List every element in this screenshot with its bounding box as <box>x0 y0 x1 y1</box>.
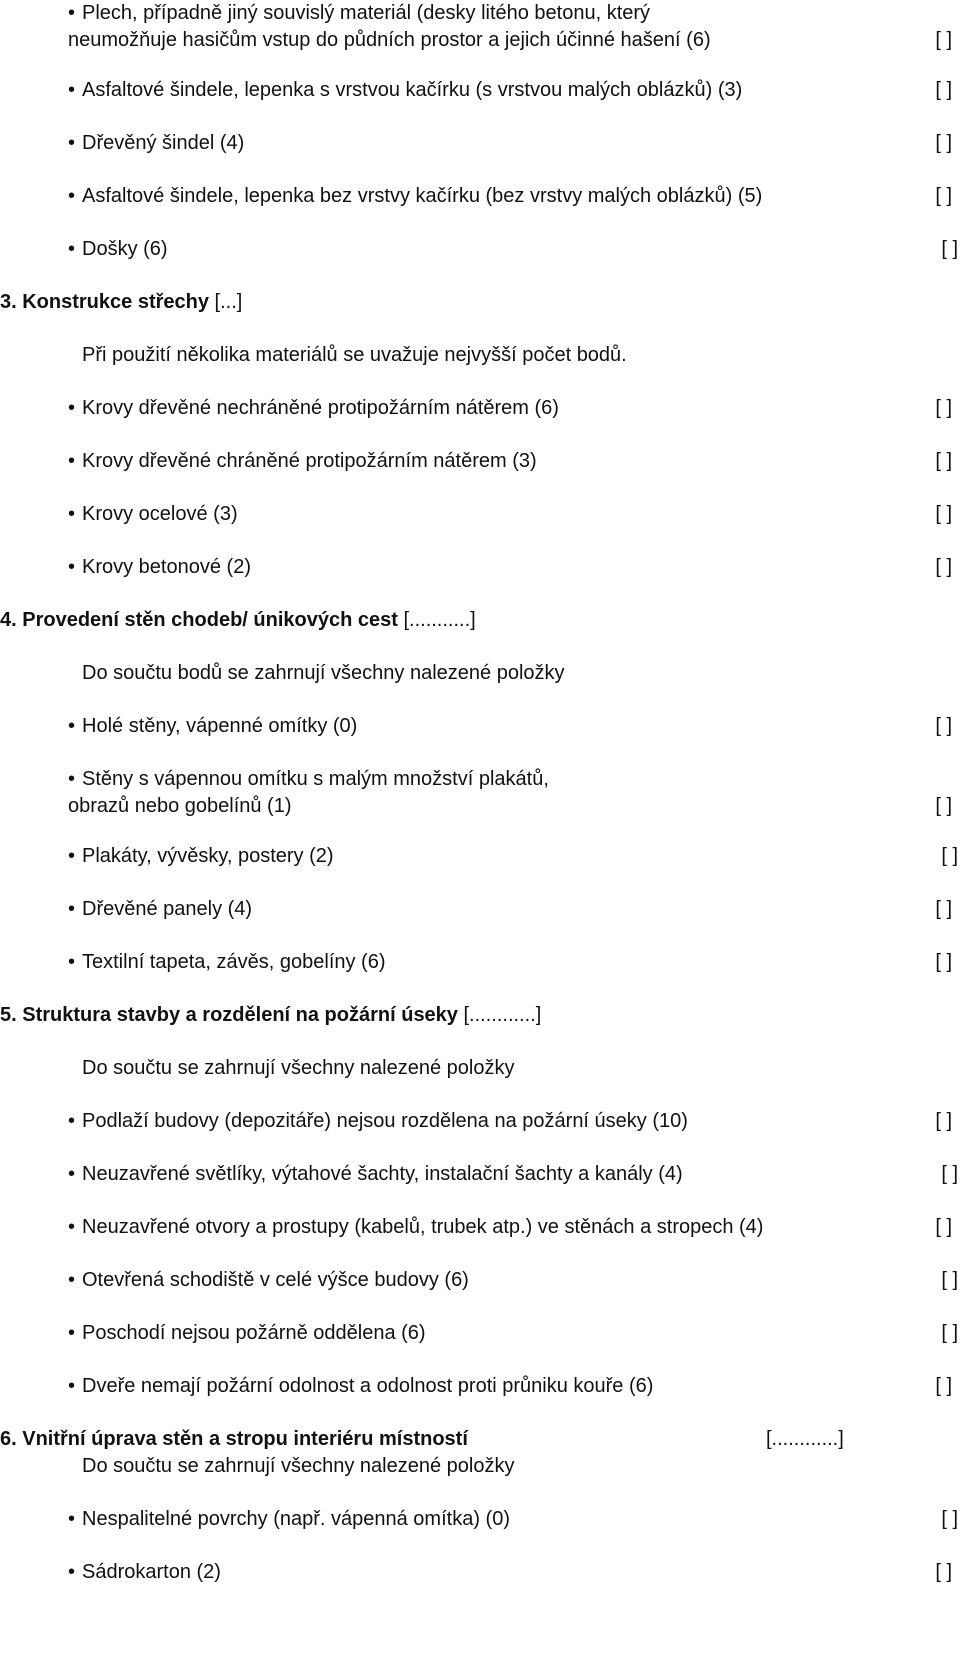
checkbox-placeholder: [ ] <box>935 1375 952 1397</box>
section-title: 3. Konstrukce střechy <box>0 291 209 313</box>
list-item <box>0 766 960 820</box>
item-text: • Krovy dřevěné nechráněné protipožárním nátěrem (6) <box>82 395 559 422</box>
checkbox-placeholder: [ ] <box>935 503 952 525</box>
section-note-text: Do součtu se zahrnují všechny nalezené položky <box>82 1057 515 1079</box>
item-text: • Neuzavřené světlíky, výtahové šachty, instalační šachty a kanály (4) <box>82 1161 683 1188</box>
item-text: • Sádrokarton (2) <box>82 1559 221 1586</box>
checkbox-placeholder: [ ] <box>941 1322 958 1344</box>
checkbox-placeholder: [ ] <box>935 185 952 207</box>
checkbox-placeholder: [ ] <box>935 898 952 920</box>
section-title: 4. Provedení stěn chodeb/ únikových cest <box>0 609 398 631</box>
item-text: • Otevřená schodiště v celé výšce budovy (6) <box>82 1267 469 1294</box>
checkbox-placeholder: [ ] <box>941 1163 958 1185</box>
item-text: • Dřevěný šindel (4) <box>82 130 244 157</box>
section-score-field: [............] <box>766 1428 844 1450</box>
section-heading-text <box>0 1002 541 1029</box>
item-text: • Krovy betonové (2) <box>82 554 251 581</box>
checkbox-placeholder: [ ] <box>935 29 952 51</box>
item-line-2: obrazů nebo gobelínů (1) <box>68 795 292 817</box>
section-score-field: [...........] <box>397 609 476 631</box>
section-note-text: Do součtu bodů se zahrnují všechny nalezené položky <box>82 662 565 684</box>
item-text: • Dveře nemají požární odolnost a odolnost proti průniku kouře (6) <box>82 1373 653 1400</box>
item-text: • Podlaží budovy (depozitáře) nejsou rozdělena na požární úseky (10) <box>82 1108 688 1135</box>
item-line-1: Stěny s vápennou omítku s malým množství plakátů, <box>82 768 549 790</box>
checkbox-placeholder: [ ] <box>935 450 952 472</box>
checkbox-placeholder: [ ] <box>935 132 952 154</box>
item-text <box>68 766 549 820</box>
checkbox-placeholder: [ ] <box>935 1561 952 1583</box>
checkbox-placeholder: [ ] <box>935 1216 952 1238</box>
section-title: 6. Vnitřní úprava stěn a stropu interiéru místností <box>0 1428 468 1450</box>
item-text: • Neuzavřené otvory a prostupy (kabelů, trubek atp.) ve stěnách a stropech (4) <box>82 1214 763 1241</box>
item-text: • Došky (6) <box>82 236 168 263</box>
checkbox-placeholder: [ ] <box>941 1269 958 1291</box>
section-heading-text <box>0 289 242 316</box>
section-score-field: [...] <box>208 291 243 313</box>
item-line-2: neumožňuje hasičům vstup do půdních prostor a jejich účinné hašení (6) <box>68 29 711 51</box>
item-text: • Nespalitelné povrchy (např. vápenná omítka) (0) <box>82 1506 510 1533</box>
item-text: • Krovy dřevěné chráněné protipožárním nátěrem (3) <box>82 448 537 475</box>
item-text: • Textilní tapeta, závěs, gobelíny (6) <box>82 949 386 976</box>
checkbox-placeholder: [ ] <box>935 556 952 578</box>
item-text: • Dřevěné panely (4) <box>82 896 252 923</box>
checkbox-placeholder: [ ] <box>935 397 952 419</box>
checkbox-placeholder: [ ] <box>941 845 958 867</box>
list-item <box>0 0 960 54</box>
section-note-text: Při použití několika materiálů se uvažuje nejvyšší počet bodů. <box>82 344 627 366</box>
checkbox-placeholder: [ ] <box>935 795 952 817</box>
section-score-field: [............] <box>457 1004 542 1026</box>
checkbox-placeholder: [ ] <box>935 951 952 973</box>
item-text: • Plakáty, vývěsky, postery (2) <box>82 843 334 870</box>
section-note-text: Do součtu se zahrnují všechny nalezené položky <box>82 1455 515 1477</box>
checkbox-placeholder: [ ] <box>941 1508 958 1530</box>
item-line-1: Plech, případně jiný souvislý materiál (desky litého betonu, který <box>82 2 651 24</box>
checkbox-placeholder: [ ] <box>941 238 958 260</box>
section-heading-text <box>0 607 476 634</box>
item-text: • Krovy ocelové (3) <box>82 501 238 528</box>
item-text: • Asfaltové šindele, lepenka bez vrstvy kačírku (bez vrstvy malých oblázků) (5) <box>82 183 762 210</box>
item-text: • Asfaltové šindele, lepenka s vrstvou kačírku (s vrstvou malých oblázků) (3) <box>82 77 742 104</box>
item-text: • Poschodí nejsou požárně oddělena (6) <box>82 1320 426 1347</box>
item-text: • Holé stěny, vápenné omítky (0) <box>82 713 357 740</box>
item-text <box>68 0 711 54</box>
section-title: 5. Struktura stavby a rozdělení na požární úseky <box>0 1004 458 1026</box>
checkbox-placeholder: [ ] <box>935 79 952 101</box>
checkbox-placeholder: [ ] <box>935 1110 952 1132</box>
checkbox-placeholder: [ ] <box>935 715 952 737</box>
